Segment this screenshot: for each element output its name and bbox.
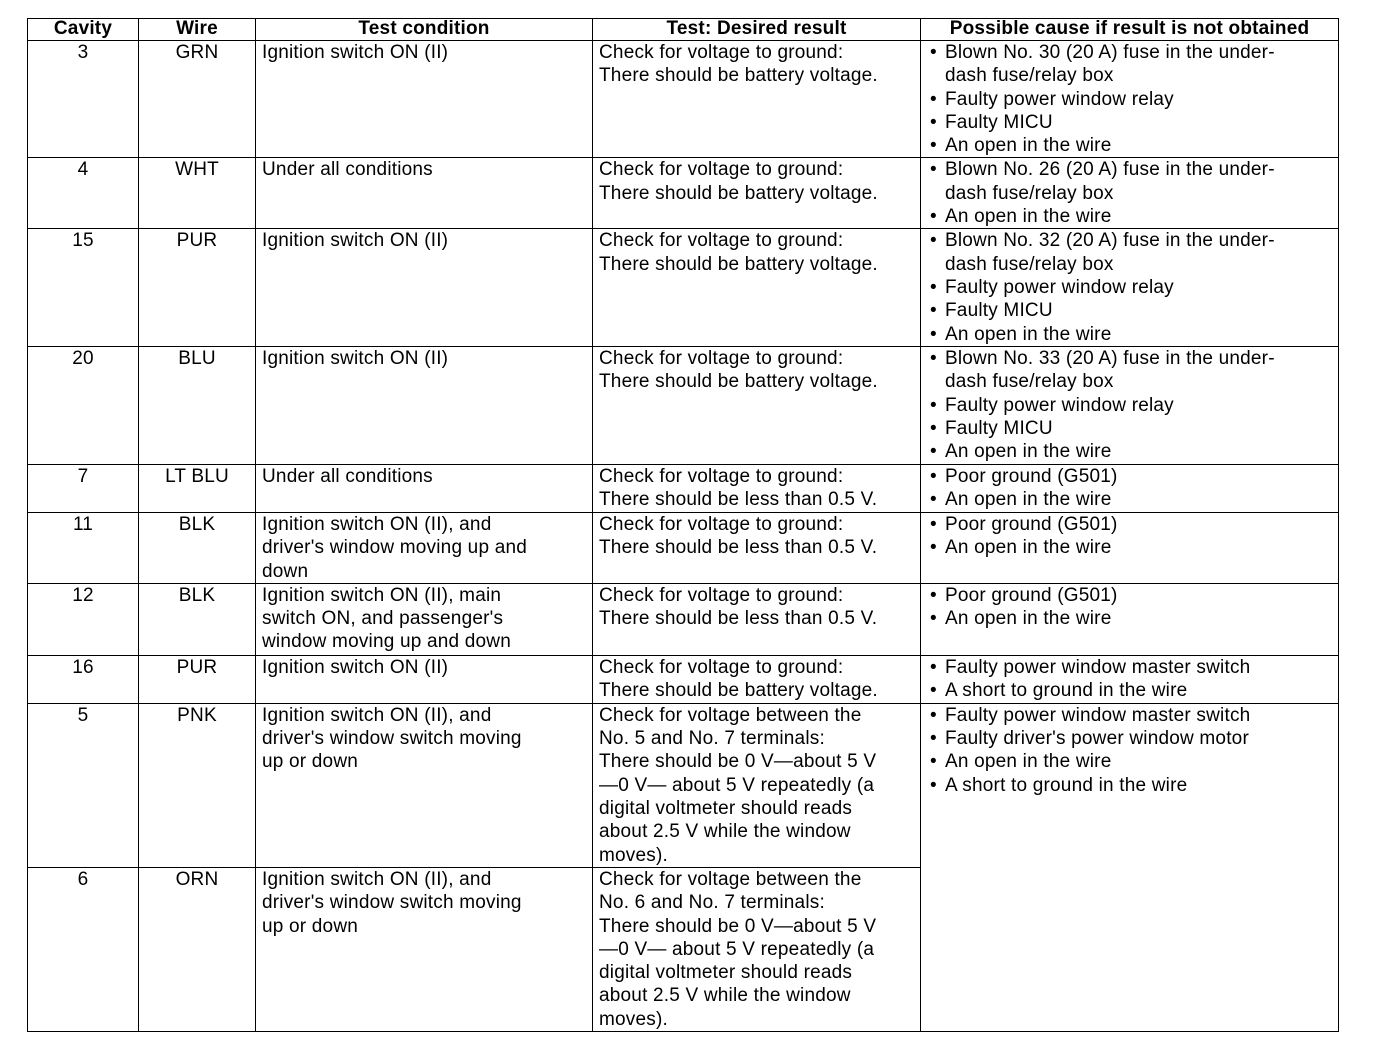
possible-cause-cell [921,583,1339,655]
cause-line: Faulty MICU [945,417,1053,439]
result-line: —0 V— about 5 V repeatedly (a [599,774,875,796]
condition-line: Ignition switch ON (II), main [262,584,502,606]
condition-line: Under all conditions [262,465,433,487]
table-row [28,703,1339,867]
result-line: There should be battery voltage. [599,371,878,393]
table-row [28,464,1339,512]
test-condition-cell [256,229,593,346]
cause-line: Faulty power window relay [945,277,1174,299]
condition-line: Ignition switch ON (II) [262,42,449,63]
condition-line: Under all conditions [262,159,433,181]
desired-result-cell [593,655,921,703]
wire-cell: BLK [139,583,256,655]
cause-line: Faulty MICU [945,111,1053,133]
result-line: digital voltmeter should reads [599,798,853,820]
result-line: There should be less than 0.5 V. [599,608,878,630]
cause-item [927,440,1332,463]
test-condition-cell [256,346,593,464]
test-condition-cell [256,512,593,583]
bullet-icon: • [930,537,937,559]
desired-result-cell [593,464,921,512]
result-line: moves). [599,844,668,866]
possible-cause-cell [921,464,1339,512]
result-line: There should be 0 V—about 5 V [599,751,877,773]
cause-line: An open in the wire [945,323,1112,345]
cause-item [927,323,1332,346]
cause-line: dash fuse/relay box [945,65,1114,87]
result-line: Check for voltage between the [599,868,862,890]
test-condition-cell [256,703,593,867]
bullet-icon: • [930,417,937,439]
cause-item [927,774,1332,797]
result-line: Check for voltage to ground: [599,584,844,606]
cause-line: An open in the wire [945,608,1112,630]
cause-list [927,41,1332,157]
bullet-icon: • [930,465,937,487]
result-line: No. 6 and No. 7 terminals: [599,892,825,914]
cause-line: Poor ground (G501) [945,584,1118,606]
cause-list [927,584,1332,631]
header-test-condition: Test condition [256,19,593,41]
bullet-icon: • [930,751,937,773]
test-condition-cell [256,655,593,703]
cavity-cell: 11 [28,512,139,583]
bullet-icon: • [930,88,937,110]
result-line: There should be battery voltage. [599,253,878,275]
test-condition-cell [256,464,593,512]
header-possible-cause: Possible cause if result is not obtained [921,19,1339,41]
cause-item [927,205,1332,228]
bullet-icon: • [930,656,937,678]
desired-result-cell [593,703,921,867]
possible-cause-cell [921,512,1339,583]
condition-line: window moving up and down [262,631,511,653]
bullet-icon: • [930,584,937,606]
bullet-icon: • [930,608,937,630]
bullet-icon: • [930,728,937,750]
cause-item [927,607,1332,630]
result-line: about 2.5 V while the window [599,821,851,843]
wire-cell: WHT [139,158,256,229]
wire-cell: PNK [139,703,256,867]
test-condition-cell [256,41,593,158]
cause-line: An open in the wire [945,751,1112,773]
cause-item [927,584,1332,607]
condition-line: Ignition switch ON (II), and [262,704,492,726]
cavity-cell: 6 [28,867,139,1031]
cause-list [927,229,1332,345]
condition-line: Ignition switch ON (II), and [262,513,492,535]
table-row [28,229,1339,346]
cause-item [927,656,1332,679]
cause-list [927,465,1332,512]
result-line: There should be battery voltage. [599,680,878,702]
cause-item [927,88,1332,111]
wire-cell: PUR [139,655,256,703]
header-row [28,19,1339,41]
header-wire: Wire [139,19,256,41]
cause-line: An open in the wire [945,489,1112,511]
result-line: moves). [599,1008,668,1030]
cause-line: An open in the wire [945,206,1112,228]
cause-item [927,488,1332,511]
cause-line: dash fuse/relay box [945,253,1114,275]
bullet-icon: • [930,300,937,322]
cause-item [927,727,1332,750]
possible-cause-cell [921,41,1339,158]
cause-line: Poor ground (G501) [945,465,1118,487]
cause-list [927,158,1332,228]
cause-list [927,347,1332,463]
cavity-cell: 15 [28,229,139,346]
result-line: There should be less than 0.5 V. [599,489,878,511]
result-line: There should be battery voltage. [599,65,878,87]
cause-list [927,656,1332,703]
wire-cell: BLK [139,512,256,583]
cause-line: dash fuse/relay box [945,182,1114,204]
cause-line: A short to ground in the wire [945,774,1188,796]
condition-line: Ignition switch ON (II), and [262,868,492,890]
wire-cell: PUR [139,229,256,346]
test-condition-cell [256,867,593,1031]
bullet-icon: • [930,774,937,796]
result-line: Check for voltage between the [599,704,862,726]
bullet-icon: • [930,111,937,133]
cause-line: Faulty power window relay [945,394,1174,416]
table-row [28,583,1339,655]
table-row [28,346,1339,464]
possible-cause-cell [921,655,1339,703]
condition-line: up or down [262,915,359,937]
cause-line: Blown No. 33 (20 A) fuse in the under- [945,347,1275,369]
condition-line: down [262,560,309,582]
desired-result-cell [593,867,921,1031]
cavity-cell: 3 [28,41,139,158]
desired-result-cell [593,346,921,464]
cause-list [927,704,1332,797]
bullet-icon: • [930,135,937,157]
possible-cause-cell [921,229,1339,346]
table-row [28,158,1339,229]
cause-item [927,704,1332,727]
desired-result-cell [593,583,921,655]
result-line: Check for voltage to ground: [599,513,844,535]
result-line: Check for voltage to ground: [599,656,844,678]
cause-item [927,347,1332,394]
possible-cause-cell [921,346,1339,464]
cavity-cell: 12 [28,583,139,655]
result-line: Check for voltage to ground: [599,159,844,181]
cause-item [927,513,1332,536]
bullet-icon: • [930,206,937,228]
bullet-icon: • [930,704,937,726]
cause-line: Faulty driver's power window motor [945,728,1249,750]
wire-cell: ORN [139,867,256,1031]
desired-result-cell [593,512,921,583]
possible-cause-cell [921,158,1339,229]
cavity-cell: 4 [28,158,139,229]
bullet-icon: • [930,489,937,511]
header-desired-result: Test: Desired result [593,19,921,41]
bullet-icon: • [930,394,937,416]
desired-result-cell [593,41,921,158]
cause-line: dash fuse/relay box [945,371,1114,393]
wire-cell: LT BLU [139,464,256,512]
cause-line: Faulty power window relay [945,88,1174,110]
cavity-cell: 5 [28,703,139,867]
condition-line: driver's window moving up and [262,537,527,559]
result-line: Check for voltage to ground: [599,347,844,369]
bullet-icon: • [930,323,937,345]
bullet-icon: • [930,347,937,369]
condition-line: Ignition switch ON (II) [262,656,449,678]
cause-line: An open in the wire [945,441,1112,463]
result-line: Check for voltage to ground: [599,42,844,63]
cause-item [927,750,1332,773]
cause-item [927,111,1332,134]
cause-item [927,229,1332,276]
bullet-icon: • [930,513,937,535]
test-condition-cell [256,583,593,655]
cause-line: An open in the wire [945,135,1112,157]
cause-line: Blown No. 32 (20 A) fuse in the under- [945,230,1275,252]
table-row [28,655,1339,703]
result-line: about 2.5 V while the window [599,985,851,1007]
cause-line: An open in the wire [945,537,1112,559]
cause-item [927,417,1332,440]
result-line: —0 V— about 5 V repeatedly (a [599,938,875,960]
wire-cell: GRN [139,41,256,158]
possible-cause-cell [921,703,1339,1031]
bullet-icon: • [930,441,937,463]
cause-item [927,679,1332,702]
cause-item [927,41,1332,88]
result-line: digital voltmeter should reads [599,962,853,984]
cause-item [927,536,1332,559]
condition-line: Ignition switch ON (II) [262,347,449,369]
cause-item [927,158,1332,205]
cause-line: Faulty power window master switch [945,656,1251,678]
cause-item [927,276,1332,299]
condition-line: switch ON, and passenger's [262,608,504,630]
cause-item [927,394,1332,417]
result-line: There should be less than 0.5 V. [599,537,878,559]
cause-line: A short to ground in the wire [945,680,1188,702]
header-cavity: Cavity [28,19,139,41]
connector-test-table [27,18,1339,1032]
bullet-icon: • [930,230,937,252]
cavity-cell: 20 [28,346,139,464]
cause-line: Faulty power window master switch [945,704,1251,726]
result-line: There should be battery voltage. [599,182,878,204]
cause-item [927,299,1332,322]
desired-result-cell [593,158,921,229]
condition-line: driver's window switch moving [262,892,522,914]
test-condition-cell [256,158,593,229]
bullet-icon: • [930,159,937,181]
condition-line: Ignition switch ON (II) [262,230,449,252]
table-row [28,512,1339,583]
result-line: Check for voltage to ground: [599,465,844,487]
cavity-cell: 16 [28,655,139,703]
cause-line: Blown No. 30 (20 A) fuse in the under- [945,42,1275,63]
cause-item [927,465,1332,488]
bullet-icon: • [930,42,937,63]
wire-cell: BLU [139,346,256,464]
cause-list [927,513,1332,560]
condition-line: up or down [262,751,359,773]
cause-line: Blown No. 26 (20 A) fuse in the under- [945,159,1275,181]
desired-result-cell [593,229,921,346]
cavity-cell: 7 [28,464,139,512]
bullet-icon: • [930,680,937,702]
result-line: Check for voltage to ground: [599,230,844,252]
cause-line: Faulty MICU [945,300,1053,322]
condition-line: driver's window switch moving [262,728,522,750]
result-line: No. 5 and No. 7 terminals: [599,728,825,750]
bullet-icon: • [930,277,937,299]
cause-line: Poor ground (G501) [945,513,1118,535]
table-row [28,41,1339,158]
cause-item [927,134,1332,157]
result-line: There should be 0 V—about 5 V [599,915,877,937]
